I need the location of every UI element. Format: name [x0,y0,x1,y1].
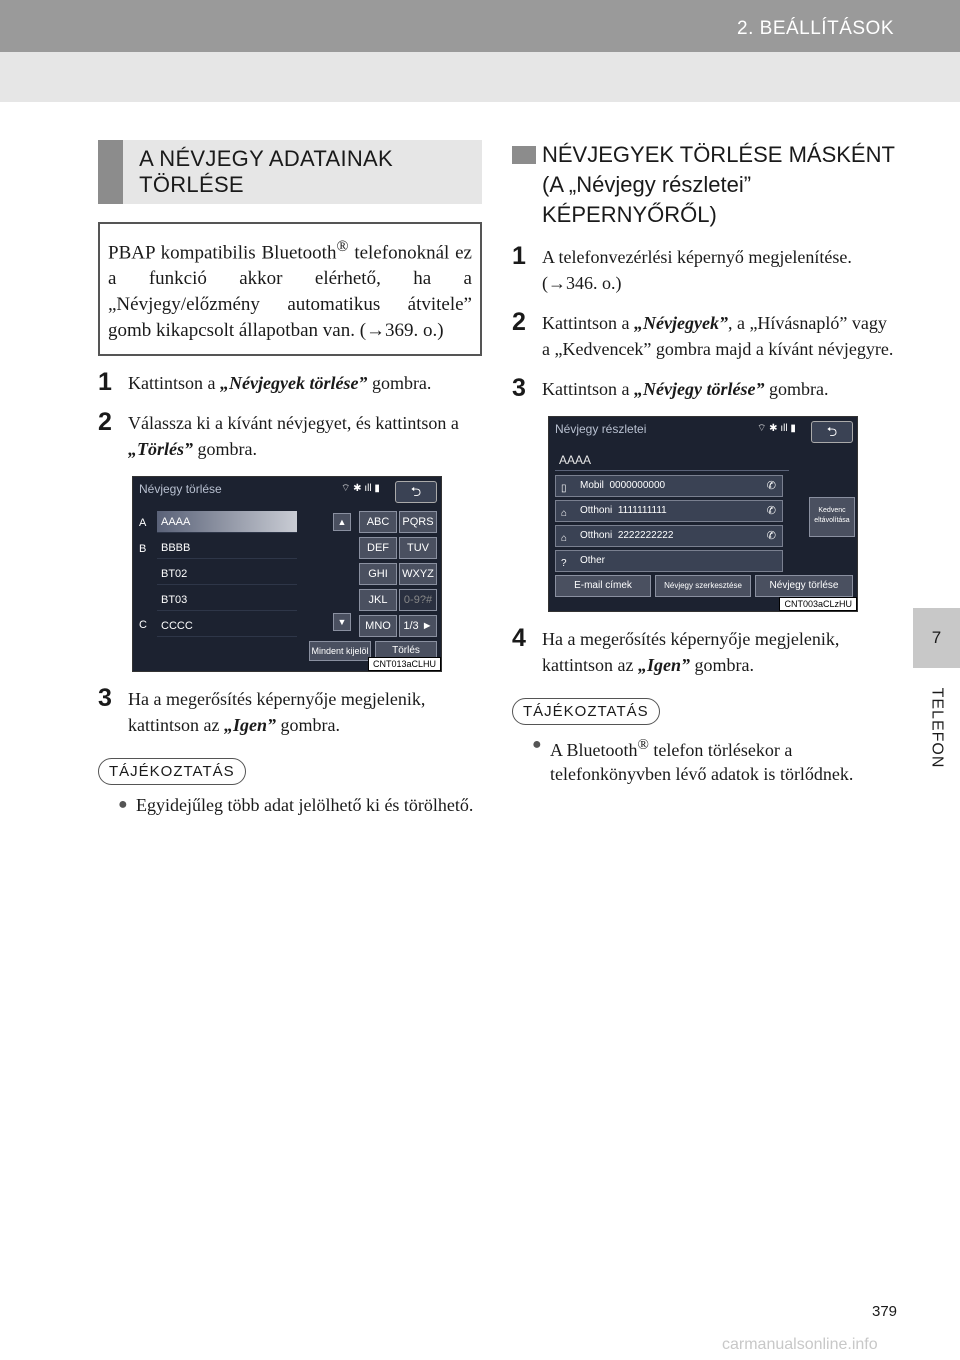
phone-icon: ✆ [766,505,776,517]
row-number: 2222222222 [617,530,674,541]
step-number: 4 [512,624,526,652]
header-bar [0,0,960,52]
contact-details-screenshot [548,416,858,612]
mobile-number-row[interactable] [555,475,783,497]
note-label: TÁJÉKOZTATÁS [98,758,246,785]
step-text: Kattintson a [542,313,634,333]
delete-button[interactable]: Törlés [375,641,437,661]
delete-contact-button[interactable]: Névjegy törlése [755,575,853,597]
step-text: Ha a megerősítés képernyője megjelenik, kattintson az [542,629,840,675]
contact-delete-screenshot [132,476,442,672]
step-2 [98,410,482,462]
contact-name: AAAA [555,449,789,471]
screen-title: Névjegy részletei [555,422,647,436]
edit-contact-button[interactable]: Névjegy szerkesztése [655,575,751,597]
status-icons: ⌔ ✱ ıll ▮ [757,423,796,434]
step-button-ref: „Névjegy törlése” [634,379,765,399]
registered-mark: ® [336,238,349,255]
note-item [532,733,896,786]
step-number: 2 [98,408,112,437]
step-text: Kattintson a [542,379,634,399]
info-box [98,222,482,356]
step-1 [98,370,482,396]
key-tuv[interactable]: TUV [399,537,437,559]
step-text-end: gombra. [690,655,754,675]
step-button-ref: „Törlés” [128,439,193,460]
note-text [550,733,896,786]
note-item [118,793,482,817]
phone-icon: ✆ [766,480,776,492]
back-button[interactable]: ⮌ [811,421,853,443]
row-label: Otthoni [580,530,613,541]
row-label: Other [580,555,606,566]
scroll-up-button[interactable]: ▲ [333,513,351,531]
heading-text: A NÉVJEGY ADATAINAK TÖRLÉSE [139,146,393,197]
back-button[interactable]: ⮌ [395,481,437,503]
step-3 [512,376,896,402]
page-indicator[interactable]: 1/3 ► [399,615,437,637]
key-ghi[interactable]: GHI [359,563,397,585]
index-letter: C [139,619,147,632]
home-number-row[interactable] [555,500,783,522]
subsection-heading [512,140,896,230]
bullet-icon: ● [532,736,542,753]
step-number: 2 [512,308,526,336]
screen-title: Névjegy törlése [139,482,222,497]
note-text: Egyidejűleg több adat jelölhető ki és törölhető. [136,795,474,816]
mobile-icon: ▯ [561,483,567,494]
contact-row[interactable]: BBBB [157,537,297,559]
left-column [98,140,482,817]
step-button-ref: „Névjegyek törlése” [220,373,368,394]
step-number: 1 [512,242,526,270]
key-abc[interactable]: ABC [359,511,397,533]
key-mno[interactable]: MNO [359,615,397,637]
email-button[interactable]: E-mail címek [555,575,651,597]
footer-watermark: carmanualsonline.info [722,1336,878,1353]
row-number: 1111111111 [617,505,667,516]
key-def[interactable]: DEF [359,537,397,559]
screenshot-caption: CNT003aCLzHU [779,597,857,611]
step-3 [98,686,482,738]
step-button-ref: „Igen” [223,715,276,736]
step-1 [512,244,896,296]
step-number: 1 [98,368,112,397]
info-text-1: PBAP kompatibilis Bluetooth [108,242,337,264]
home-number-row[interactable] [555,525,783,547]
key-pqrs[interactable]: PQRS [399,511,437,533]
step-4 [512,626,896,678]
status-icons: ⌔ ✱ ıll ▮ [341,483,380,495]
row-label: Mobil [580,480,604,491]
section-heading [98,140,482,204]
home-icon: ⌂ [561,533,568,544]
subsection-title: NÉVJEGYEK TÖRLÉSE MÁSKÉNT (A „Névjegy részletei” KÉPERNYŐRŐL) [542,142,895,227]
step-text-end: gombra. [764,379,829,399]
page-number: 379 [872,1303,898,1320]
contact-row[interactable]: BT02 [157,563,297,585]
registered-mark: ® [637,737,649,753]
section-title: 2. BEÁLLÍTÁSOK [737,18,894,39]
header-band [0,52,960,102]
step-number: 3 [98,684,112,713]
chapter-number: 7 [913,608,960,668]
right-column [512,140,896,786]
key-wxyz[interactable]: WXYZ [399,563,437,585]
select-all-button[interactable]: Mindent kijelöl [309,641,371,661]
step-number: 3 [512,374,526,402]
step-text-end: gombra. [276,715,340,736]
info-text-2: telefonoknál ez a funkció akkor elérhető, ha a „Névjegy/előzmény automatikus átvitele” gomb kikapcsolt állapotban van. (→369. o.) [108,242,472,342]
step-text: Kattintson a [128,373,220,394]
note-text-2: telefon törlésekor a telefonkönyvben lévő adatok is törlődnek. [550,740,854,784]
screenshot-caption: CNT013aCLHU [368,657,441,671]
step-text-end: , a „Hívásnapló” vagy a „Kedvencek” gombra majd a kívánt névjegyre. [542,313,894,359]
remove-favorite-button[interactable]: Kedvenc eltávolítása [809,497,855,537]
row-number: 0000000000 [609,480,666,491]
contact-row[interactable]: BT03 [157,589,297,611]
unknown-icon: ? [561,558,567,569]
index-letter: A [139,517,147,530]
key-jkl[interactable]: JKL [359,589,397,611]
step-button-ref: „Igen” [637,655,690,675]
step-text-end: gombra. [193,439,257,460]
step-button-ref: „Névjegyek” [634,313,728,333]
scroll-down-button[interactable]: ▼ [333,613,351,631]
row-label: Otthoni [580,505,613,516]
chapter-label [913,668,960,788]
step-text: A telefonvezérlési képernyő megjelenítése. (→346. o.) [542,247,852,293]
key-digits[interactable]: 0-9?# [399,589,437,611]
phone-icon: ✆ [766,530,776,542]
note-text-1: A Bluetooth [550,740,638,760]
heading-marker [98,140,123,204]
step-text: Ha a megerősítés képernyője megjelenik, kattintson az [128,689,426,736]
note-label: TÁJÉKOZTATÁS [512,698,660,725]
contact-row[interactable]: CCCC [157,615,297,637]
bullet-icon: ● [118,796,128,814]
chapter-label-text: TELEFON [928,687,946,769]
step-text-end: gombra. [367,373,432,394]
step-2 [512,310,896,362]
contact-row[interactable]: AAAA [157,511,297,533]
step-text: Válassza ki a kívánt névjegyet, és kattintson a [128,413,459,434]
home-icon: ⌂ [561,508,568,519]
square-marker [512,146,536,164]
index-letter: B [139,543,147,556]
other-row[interactable] [555,550,783,572]
